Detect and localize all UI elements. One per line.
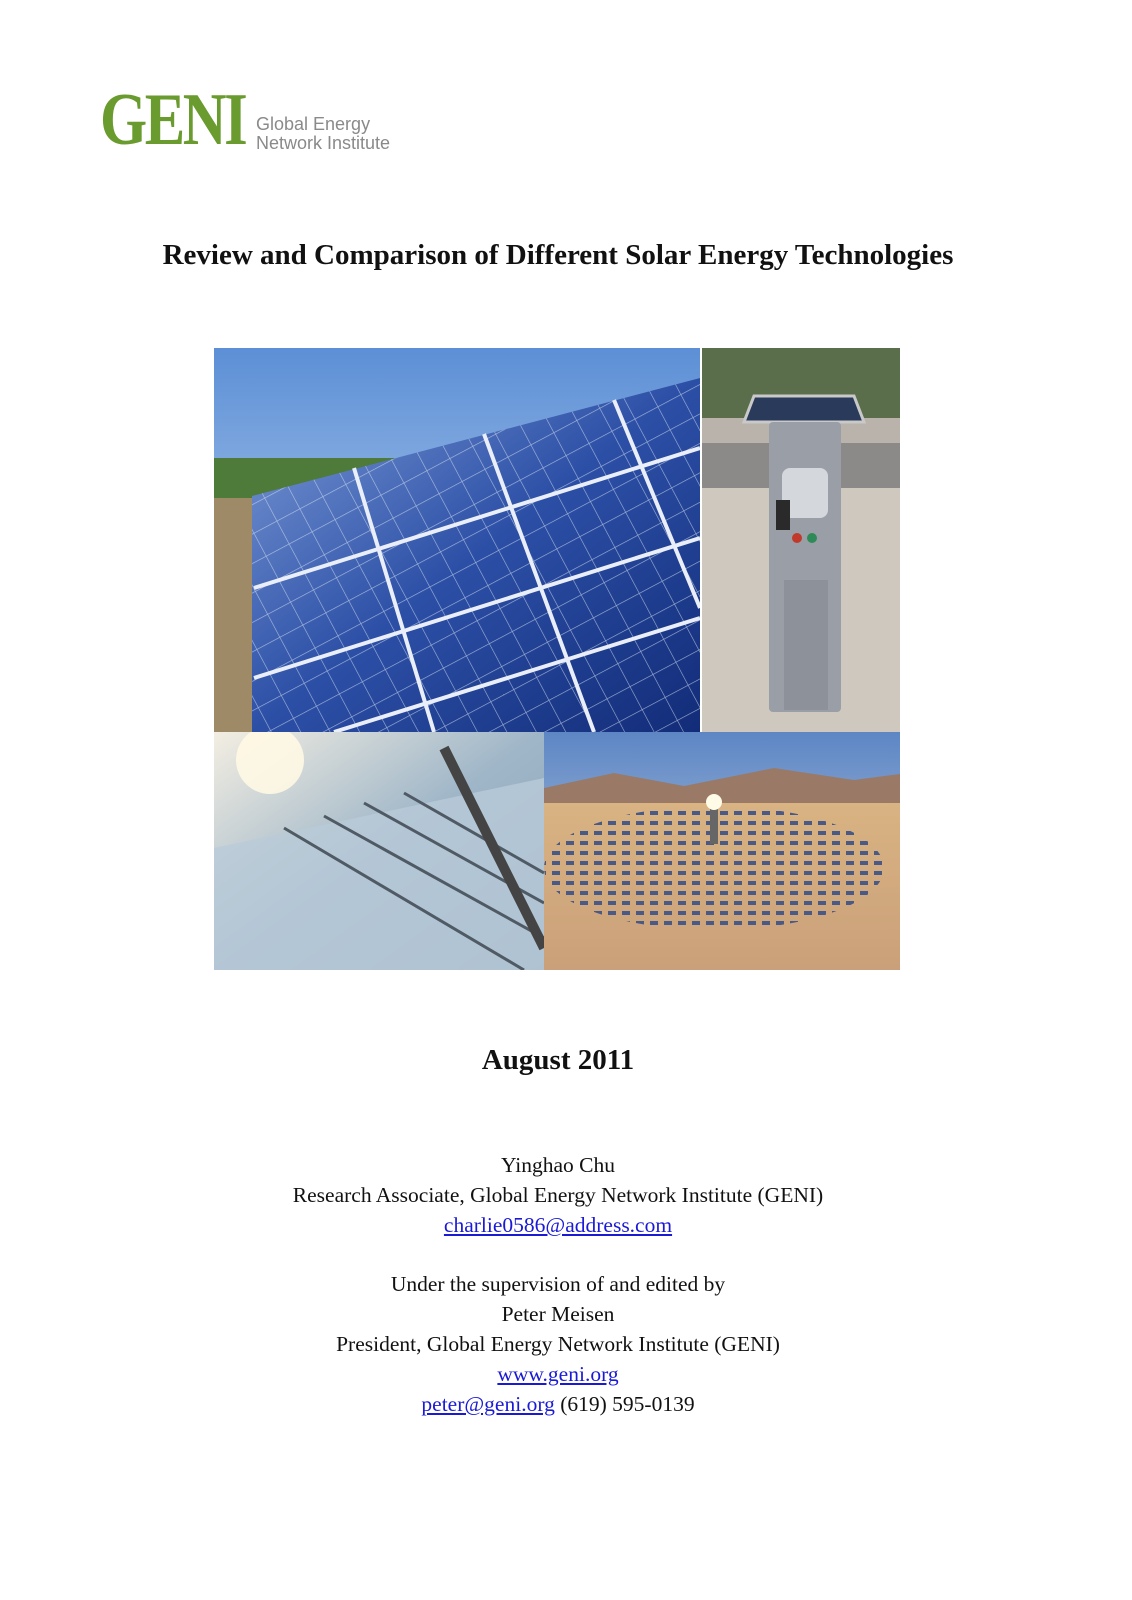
editor-role: President, Global Energy Network Institute (GENI)	[336, 1332, 780, 1356]
author-role: Research Associate, Global Energy Network Institute (GENI)	[292, 1183, 824, 1207]
editor-email-link[interactable]: peter@geni.org	[421, 1392, 555, 1416]
parabolic-trough-photo	[214, 726, 544, 970]
spacer	[0, 1240, 1116, 1269]
supervision-intro: Under the supervision of and edited by	[390, 1272, 726, 1296]
logo-mark: GENI	[100, 79, 246, 161]
editor-phone: (619) 595-0139	[560, 1392, 695, 1416]
author-name: Yinghao Chu	[500, 1153, 616, 1177]
logo-line-1: Global Energy	[256, 114, 371, 134]
cover-photo-collage	[214, 348, 900, 970]
solar-tower-photo	[544, 732, 900, 970]
logo-subtitle	[256, 115, 390, 153]
solar-panel-photo	[214, 348, 700, 732]
parking-meter-photo	[702, 348, 900, 732]
publication-date: August 2011	[481, 1044, 635, 1076]
author-email-link[interactable]: charlie0586@address.com	[443, 1213, 673, 1237]
website-link[interactable]: www.geni.org	[497, 1362, 619, 1386]
logo-line-2: Network Institute	[256, 133, 391, 153]
geni-logo	[100, 79, 404, 161]
author-block	[0, 1150, 1116, 1419]
document-title: Review and Comparison of Different Solar Energy Technologies	[162, 239, 954, 271]
editor-name: Peter Meisen	[501, 1302, 615, 1326]
